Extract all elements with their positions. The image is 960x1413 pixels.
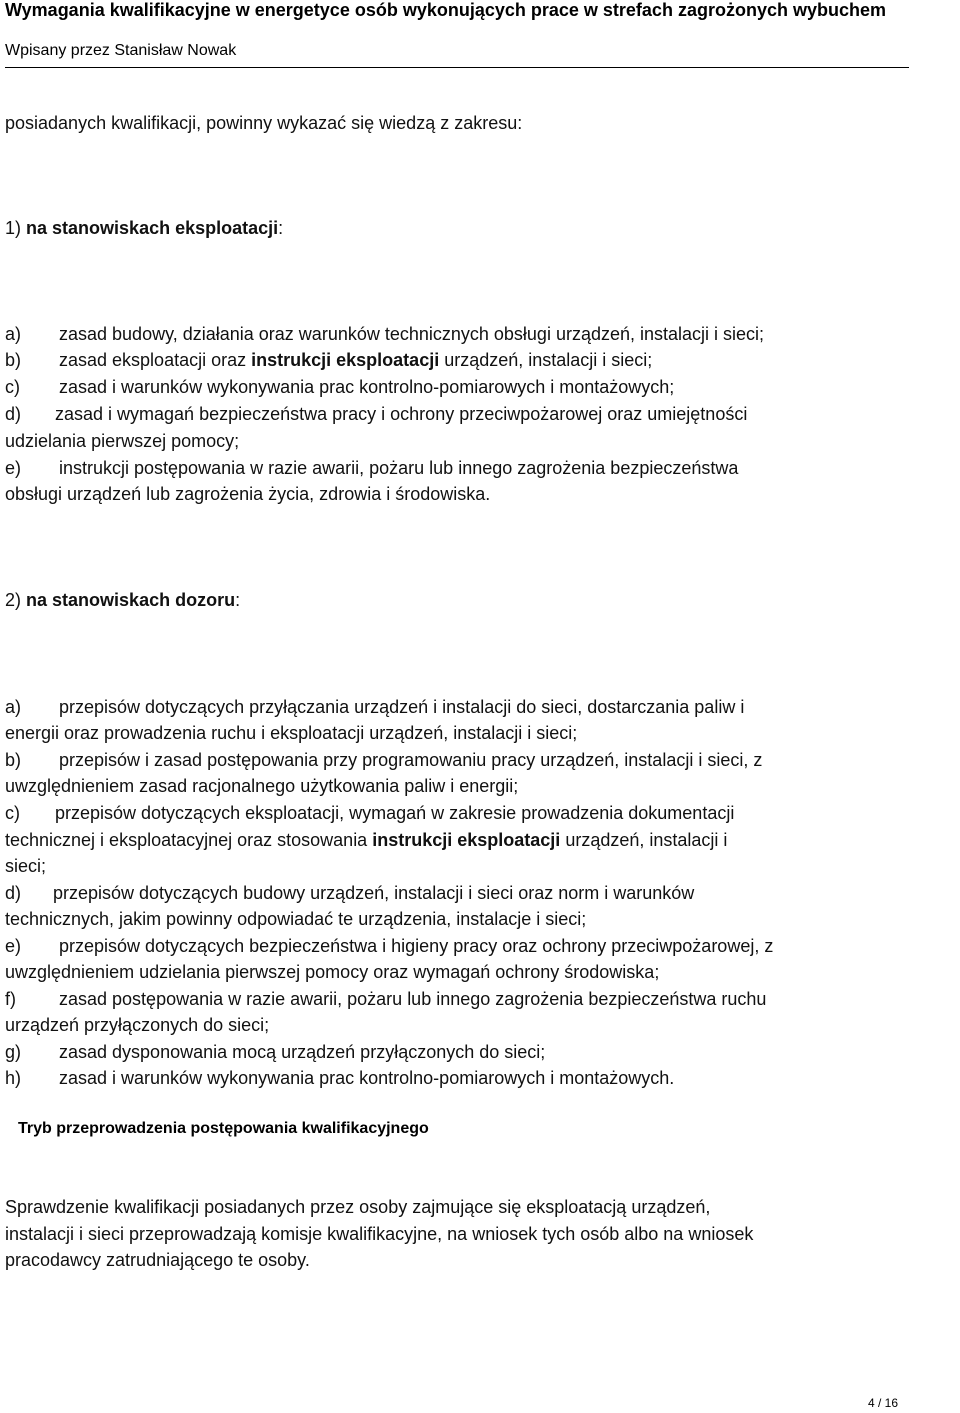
item-marker: a)	[5, 697, 22, 717]
item-marker: a)	[5, 324, 22, 344]
section1-colon: :	[278, 218, 284, 238]
item-text: przepisów dotyczących bezpieczeństwa i higieny pracy oraz ochrony przeciwpożarowej, z	[59, 936, 774, 956]
item-text: zasad i warunków wykonywania prac kontrolno-pomiarowych i montażowych.	[59, 1068, 675, 1088]
procedure-heading: Tryb przeprowadzenia postępowania kwalifikacyjnego	[18, 1120, 429, 1137]
section1-heading	[5, 215, 283, 241]
item-continuation: uwzględnieniem udzielania pierwszej pomocy oraz wymagań ochrony środowiska;	[5, 962, 660, 982]
item-text: przepisów dotyczących eksploatacji, wymagań w zakresie prowadzenia dokumentacji	[55, 803, 735, 823]
list-item	[5, 1039, 545, 1065]
section1-number: 1)	[5, 218, 22, 238]
item-text: instrukcji postępowania w razie awarii, pożaru lub innego zagrożenia bezpieczeństwa	[59, 458, 739, 478]
document-title: Wymagania kwalifikacyjne w energetyce osób wykonujących prace w strefach zagrożonych wybuchem	[5, 0, 886, 20]
list-item	[5, 401, 747, 427]
section2-colon: :	[235, 590, 241, 610]
item-marker: c)	[5, 803, 20, 823]
item-marker: g)	[5, 1042, 22, 1062]
item-text: technicznej i eksploatacyjnej oraz stosowania	[5, 830, 368, 850]
list-item	[5, 694, 744, 720]
item-continuation: obsługi urządzeń lub zagrożenia życia, zdrowia i środowiska.	[5, 484, 491, 504]
paragraph-line: pracodawcy zatrudniającego te osoby.	[5, 1250, 310, 1270]
list-item	[5, 374, 674, 400]
list-item	[5, 321, 764, 347]
section1-title: na stanowiskach eksploatacji	[26, 218, 279, 238]
item-continuation: technicznych, jakim powinny odpowiadać te urządzenia, instalacje i sieci;	[5, 909, 587, 929]
item-marker: e)	[5, 458, 22, 478]
item-text: zasad postępowania w razie awarii, pożaru lub innego zagrożenia bezpieczeństwa ruchu	[59, 989, 767, 1009]
list-item	[5, 986, 766, 1012]
list-item	[5, 880, 694, 906]
item-marker: e)	[5, 936, 22, 956]
list-item	[5, 347, 652, 373]
item-marker: b)	[5, 350, 22, 370]
item-text: urządzeń, instalacji i sieci;	[444, 350, 653, 370]
intro-text: posiadanych kwalifikacji, powinny wykazać się wiedzą z zakresu:	[5, 113, 523, 133]
item-continuation: uwzględnieniem zasad racjonalnego użytkowania paliw i energii;	[5, 776, 519, 796]
section2-heading	[5, 587, 240, 613]
item-text: zasad dysponowania mocą urządzeń przyłączonych do sieci;	[59, 1042, 546, 1062]
item-text: przepisów dotyczących przyłączania urządzeń i instalacji do sieci, dostarczania paliw i	[59, 697, 745, 717]
item-marker: f)	[5, 989, 16, 1009]
bold-term: instrukcji eksploatacji	[251, 350, 440, 370]
page-number: 4 / 16	[867, 1396, 898, 1410]
item-text: przepisów i zasad postępowania przy programowaniu pracy urządzeń, instalacji i sieci, z	[59, 750, 763, 770]
item-text: zasad budowy, działania oraz warunków technicznych obsługi urządzeń, instalacji i sieci;	[59, 324, 765, 344]
item-marker: h)	[5, 1068, 22, 1088]
item-marker: d)	[5, 404, 22, 424]
item-marker: d)	[5, 883, 22, 903]
bold-term: instrukcji eksploatacji	[372, 830, 561, 850]
item-text: przepisów dotyczących budowy urządzeń, instalacji i sieci oraz norm i warunków	[53, 883, 695, 903]
item-marker: c)	[5, 377, 20, 397]
item-continuation: urządzeń przyłączonych do sieci;	[5, 1015, 270, 1035]
item-continuation: energii oraz prowadzenia ruchu i eksploatacji urządzeń, instalacji i sieci;	[5, 723, 578, 743]
list-item	[5, 747, 762, 773]
header-divider	[5, 67, 909, 68]
item-continuation	[5, 827, 727, 853]
list-item	[5, 455, 738, 481]
item-marker: b)	[5, 750, 22, 770]
list-item	[5, 1065, 674, 1091]
author-line: Wpisany przez Stanisław Nowak	[5, 42, 237, 59]
paragraph-line: instalacji i sieci przeprowadzają komisje kwalifikacyjne, na wniosek tych osób albo na wniosek	[5, 1224, 754, 1244]
section2-number: 2)	[5, 590, 22, 610]
item-continuation: sieci;	[5, 856, 47, 876]
item-text: urządzeń, instalacji i	[565, 830, 728, 850]
item-text: zasad eksploatacji oraz	[59, 350, 247, 370]
paragraph-line: Sprawdzenie kwalifikacji posiadanych przez osoby zajmujące się eksploatacją urządzeń,	[5, 1197, 711, 1217]
item-text: zasad i wymagań bezpieczeństwa pracy i ochrony przeciwpożarowej oraz umiejętności	[55, 404, 748, 424]
section2-title: na stanowiskach dozoru	[26, 590, 236, 610]
item-text: zasad i warunków wykonywania prac kontrolno-pomiarowych i montażowych;	[59, 377, 675, 397]
list-item	[5, 933, 773, 959]
item-continuation: udzielania pierwszej pomocy;	[5, 431, 240, 451]
list-item	[5, 800, 734, 826]
